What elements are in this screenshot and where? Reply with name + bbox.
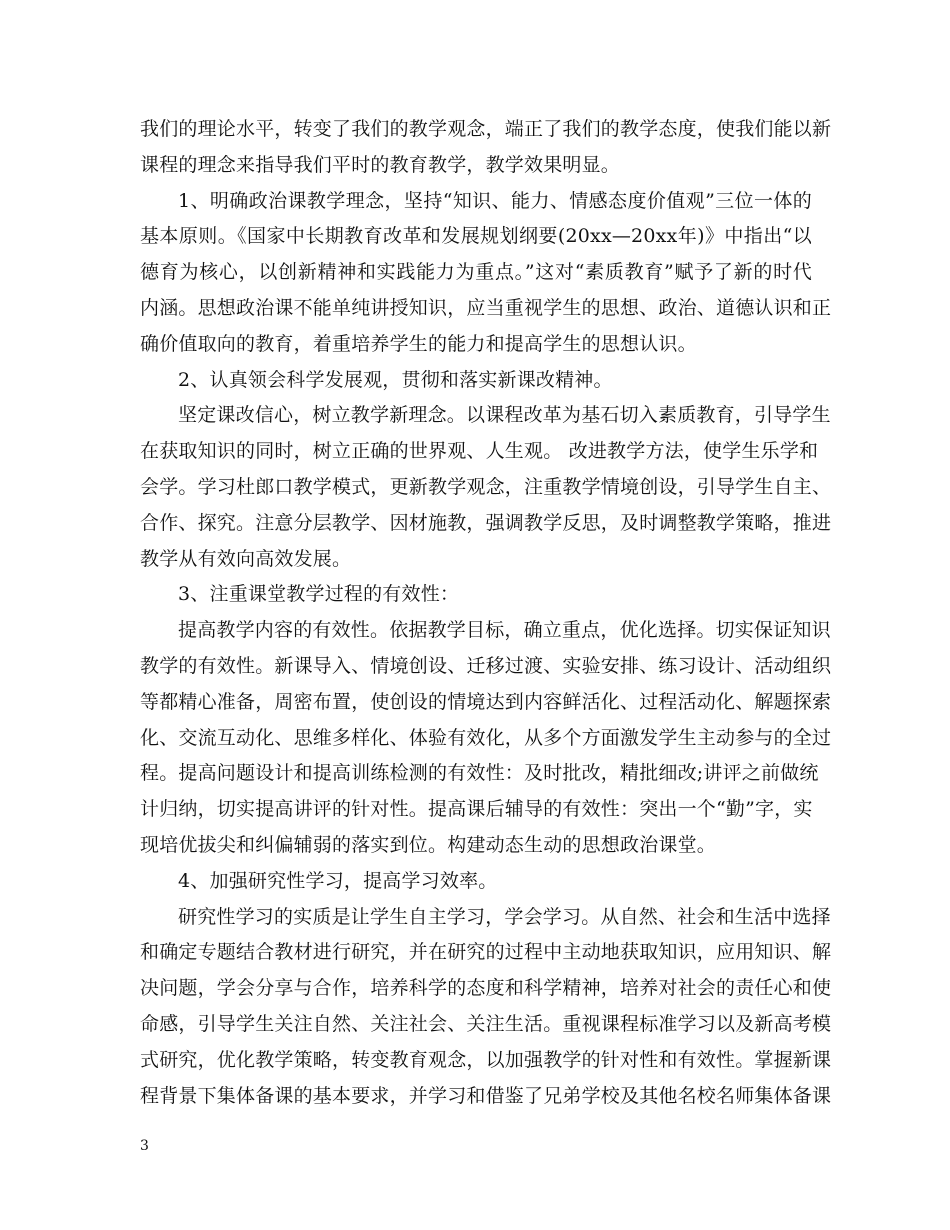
text-line: 课程的理念来指导我们平时的教育教学，教学效果明显。 (140, 153, 621, 176)
text-line: 合作、探究。注意分层教学、因材施教，强调教学反思，及时调整教学策略，推进 (140, 511, 832, 534)
text-line: 等都精心准备，周密布置，使创设的情境达到内容鲜活化、过程活动化、解题探索 (140, 690, 832, 713)
text-line: 式研究，优化教学策略，转变教育观念，以加强教学的针对性和有效性。掌握新课 (140, 1048, 832, 1071)
text-line: 3、注重课堂教学过程的有效性： (178, 583, 460, 606)
text-line: 提高教学内容的有效性。依据教学目标，确立重点，优化选择。切实保证知识 (178, 619, 831, 642)
text-line: 会学。学习杜郎口教学模式，更新教学观念，注重教学情境创设，引导学生自主、 (140, 475, 832, 498)
text-line: 和确定专题结合教材进行研究，并在研究的过程中主动地获取知识，应用知识、解 (140, 941, 832, 964)
text-line: 命感，引导学生关注自然、关注社会、关注生活。重视课程标准学习以及新高考模 (140, 1012, 832, 1035)
text-line: 内涵。思想政治课不能单纯讲授知识，应当重视学生的思想、政治、道德认识和正 (140, 296, 832, 319)
text-line: 德育为核心，以创新精神和实践能力为重点。”这对“素质教育”赋予了新的时代 (140, 261, 812, 284)
text-line: 研究性学习的实质是让学生自主学习，学会学习。从自然、社会和生活中选择 (178, 905, 831, 928)
page-number: 3 (140, 1138, 149, 1154)
text-line: 教学从有效向高效发展。 (140, 547, 352, 570)
document-body (140, 112, 832, 1114)
text-line: 确价值取向的教育，着重培养学生的能力和提高学生的思想认识。 (140, 332, 697, 355)
text-line: 化、交流互动化、思维多样化、体验有效化，从多个方面激发学生主动参与的全过 (140, 726, 832, 749)
text-line: 1、明确政治课教学理念，坚持“知识、能力、情感态度价值观”三位一体的 (178, 189, 812, 212)
text-line: 程背景下集体备课的基本要求，并学习和借鉴了兄弟学校及其他名校名师集体备课 (140, 1084, 832, 1107)
text-line: 基本原则。《国家中长期教育改革和发展规划纲要(20xx—20xx年)》中指出“以 (140, 225, 812, 248)
text-line: 2、认真领会科学发展观，贯彻和落实新课改精神。 (178, 368, 613, 391)
text-line: 程。提高问题设计和提高训练检测的有效性：及时批改，精批细改;讲评之前做统 (140, 762, 819, 785)
text-line: 教学的有效性。新课导入、情境创设、迁移过渡、实验安排、练习设计、活动组织 (140, 654, 832, 677)
text-line: 我们的理论水平，转变了我们的教学观念，端正了我们的教学态度，使我们能以新 (140, 118, 832, 140)
text-line: 4、加强研究性学习，提高学习效率。 (178, 869, 498, 892)
text-line: 计归纳，切实提高讲评的针对性。提高课后辅导的有效性：突出一个“勤”字，实 (140, 798, 813, 821)
text-line: 坚定课改信心，树立教学新理念。以课程改革为基石切入素质教育，引导学生 (178, 404, 831, 427)
text-line: 现培优拔尖和纠偏辅弱的落实到位。构建动态生动的思想政治课堂。 (140, 833, 717, 856)
text-line: 在获取知识的同时，树立正确的世界观、人生观。 改进教学方法，使学生乐学和 (140, 440, 819, 463)
text-line: 决问题，学会分享与合作，培养科学的态度和科学精神，培养对社会的责任心和使 (140, 977, 832, 1000)
